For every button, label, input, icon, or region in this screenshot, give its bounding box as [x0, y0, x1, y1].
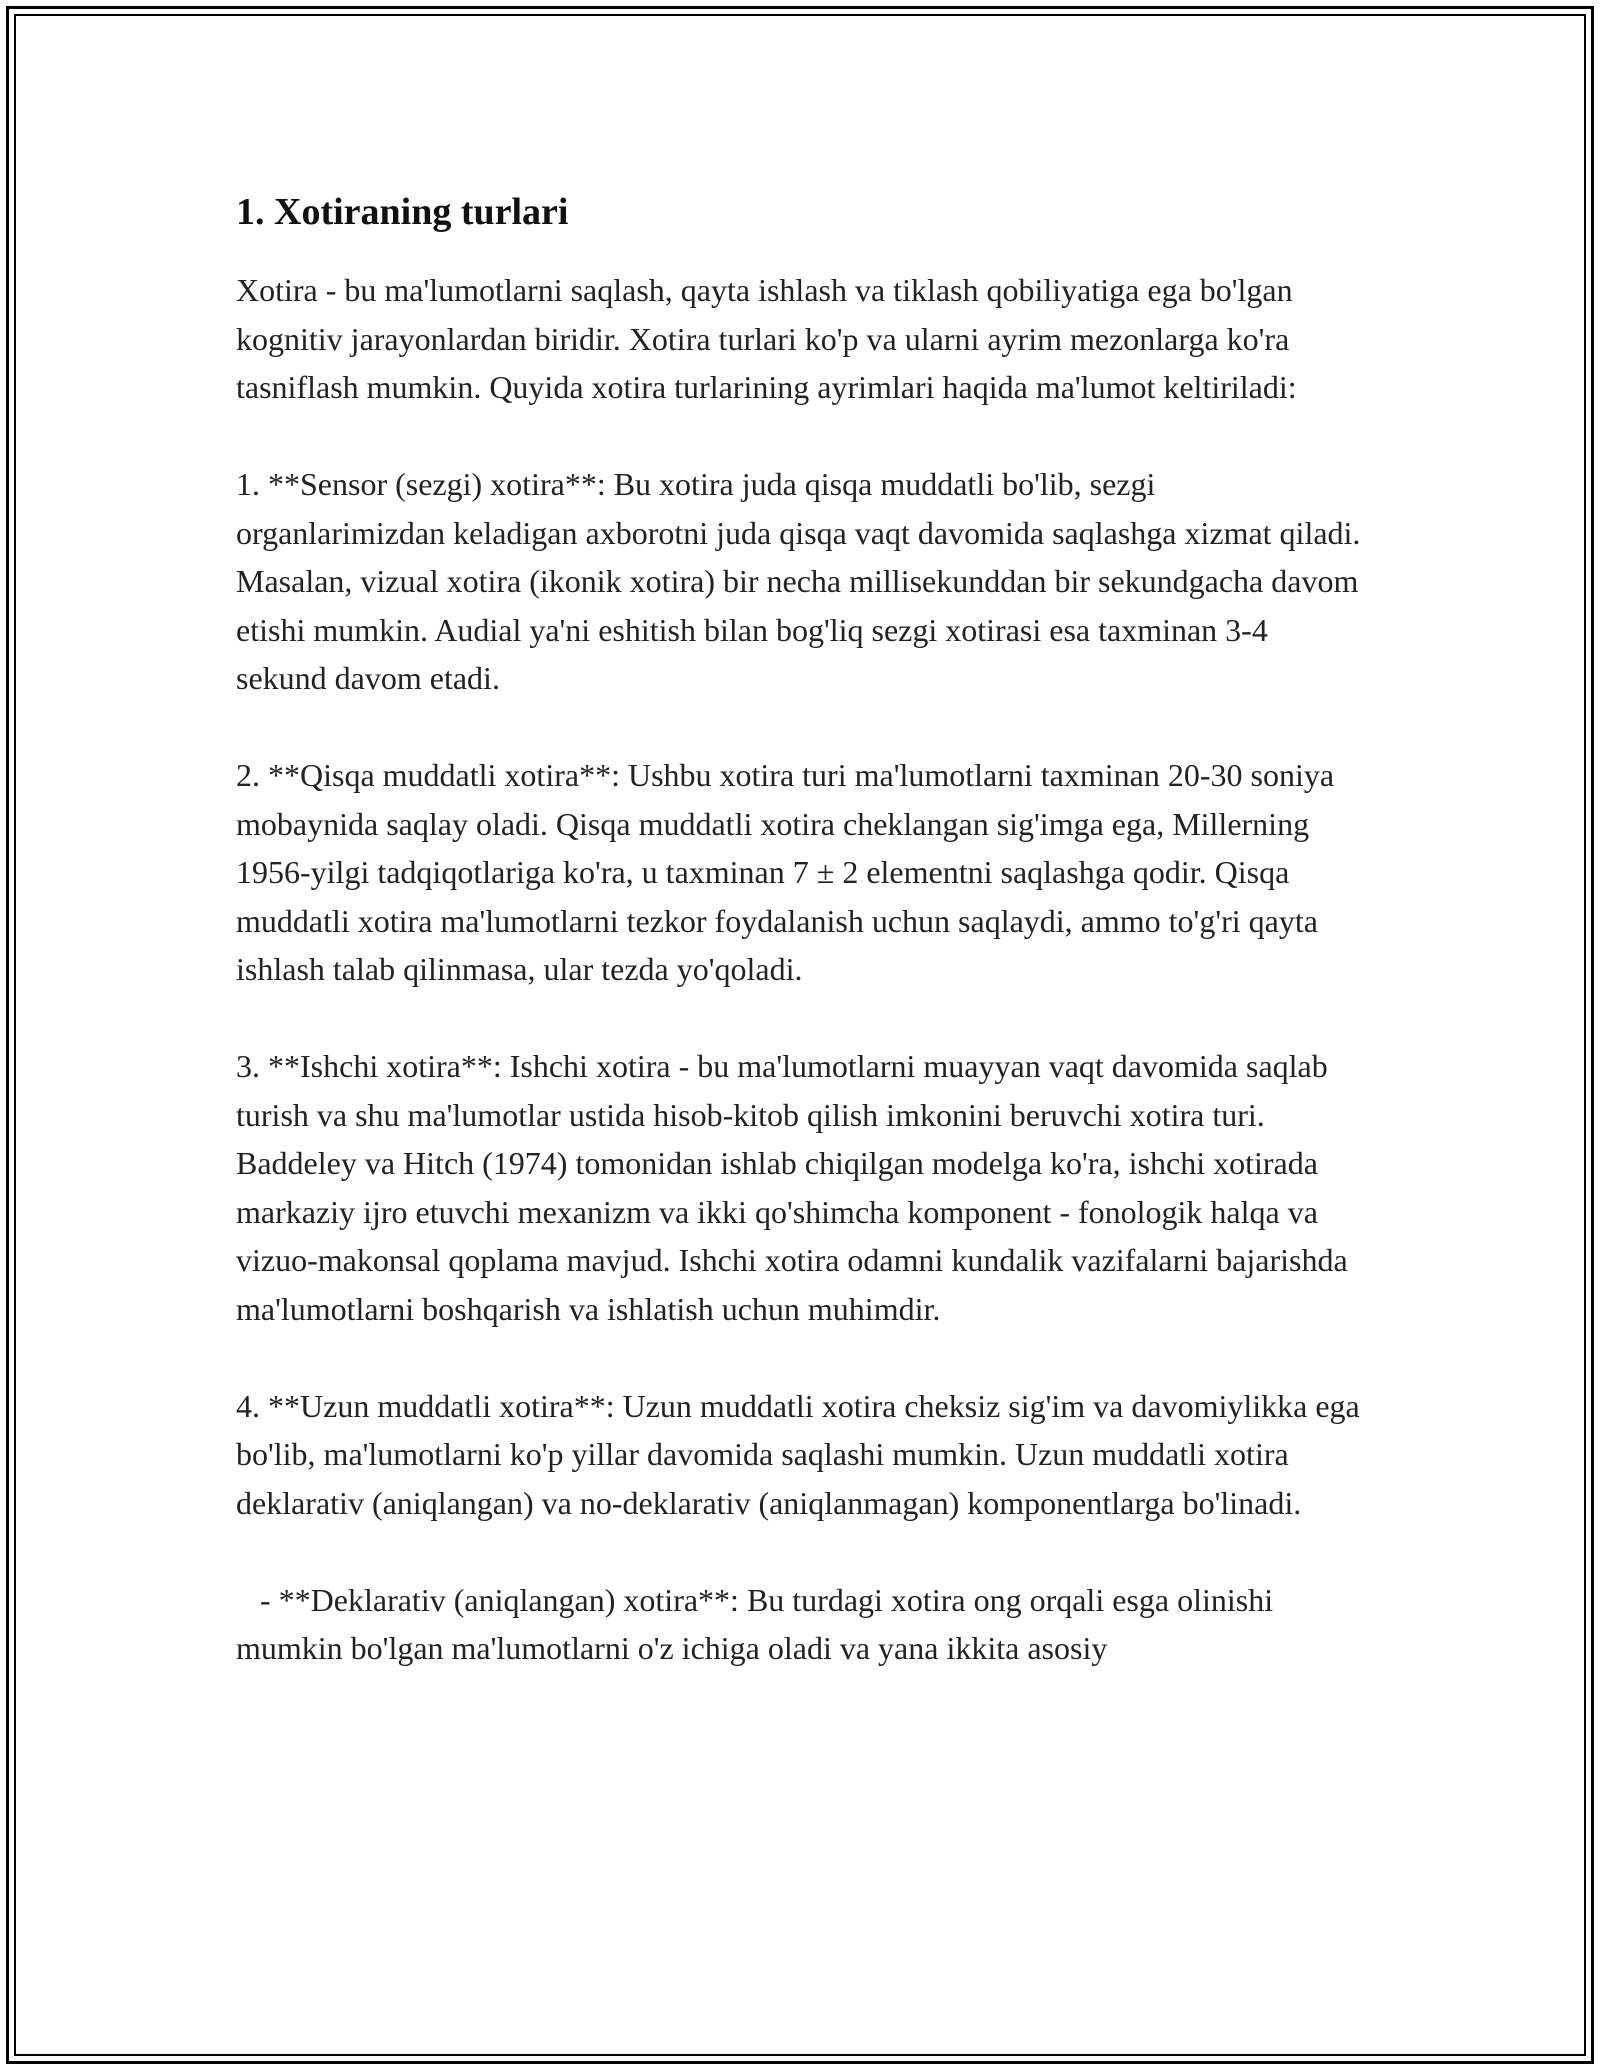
sensor-memory-paragraph: 1. **Sensor (sezgi) xotira**: Bu xotira juda qisqa muddatli bo'lib, sezgi organlarimizdan keladigan axborotni juda qisqa vaqt davomida saqlashga xizmat qiladi. Masalan, vizual xotira (ikonik xotira) bir necha millisekunddan bir sekundgacha davom etishi mumkin. Audial ya'ni eshitish bilan bog'liq sezgi xotirasi esa taxminan 3-4 sekund davom etadi. — [236, 466, 1369, 696]
declarative-memory-paragraph: - **Deklarativ (aniqlangan) xotira**: Bu turdagi xotira ong orqali esga olinishi mumkin bo'lgan ma'lumotlarni o'z ichiga oladi va yana ikkita asosiy — [236, 1581, 1282, 1666]
section-heading: 1. Xotiraning turlari — [236, 191, 569, 233]
document-body — [236, 186, 1369, 1673]
short-term-memory-paragraph: 2. **Qisqa muddatli xotira**: Ushbu xotira turi ma'lumotlarni taxminan 20-30 soniya mobaynida saqlay oladi. Qisqa muddatli xotira cheklangan sig'imga ega, Millerning 1956-yilgi tadqiqotlariga ko'ra, u taxminan 7 ± 2 elementni saqlashga qodir. Qisqa muddatli xotira ma'lumotlarni tezkor foydalanish uchun saqlaydi, ammo to'g'ri qayta ishlash talab qilinmasa, ular tezda yo'qoladi. — [236, 757, 1343, 987]
intro-paragraph: Xotira - bu ma'lumotlarni saqlash, qayta ishlash va tiklash qobiliyatiga ega bo'lgan kognitiv jarayonlardan biridir. Xotira turlari ko'p va ularni ayrim mezonlarga ko'ra tasniflash mumkin. Quyida xotira turlarining ayrimlari haqida ma'lumot keltiriladi: — [236, 272, 1301, 405]
working-memory-paragraph: 3. **Ishchi xotira**: Ishchi xotira - bu ma'lumotlarni muayyan vaqt davomida saqlab turish va shu ma'lumotlar ustida hisob-kitob qilish imkonini beruvchi xotira turi. Baddeley va Hitch (1974) tomonidan ishlab chiqilgan modelga ko'ra, ishchi xotirada markaziy ijro etuvchi mexanizm va ikki qo'shimcha komponent - fonologik halqa va vizuo-makonsal qoplama mavjud. Ishchi xotira odamni kundalik vazifalarni bajarishda ma'lumotlarni boshqarish va ishlatish uchun muhimdir. — [236, 1048, 1356, 1327]
long-term-memory-paragraph: 4. **Uzun muddatli xotira**: Uzun muddatli xotira cheksiz sig'im va davomiylikka ega bo'lib, ma'lumotlarni ko'p yillar davomida saqlashi mumkin. Uzun muddatli xotira deklarativ (aniqlangan) va no-deklarativ (aniqlanmagan) komponentlarga bo'linadi. — [236, 1387, 1368, 1521]
